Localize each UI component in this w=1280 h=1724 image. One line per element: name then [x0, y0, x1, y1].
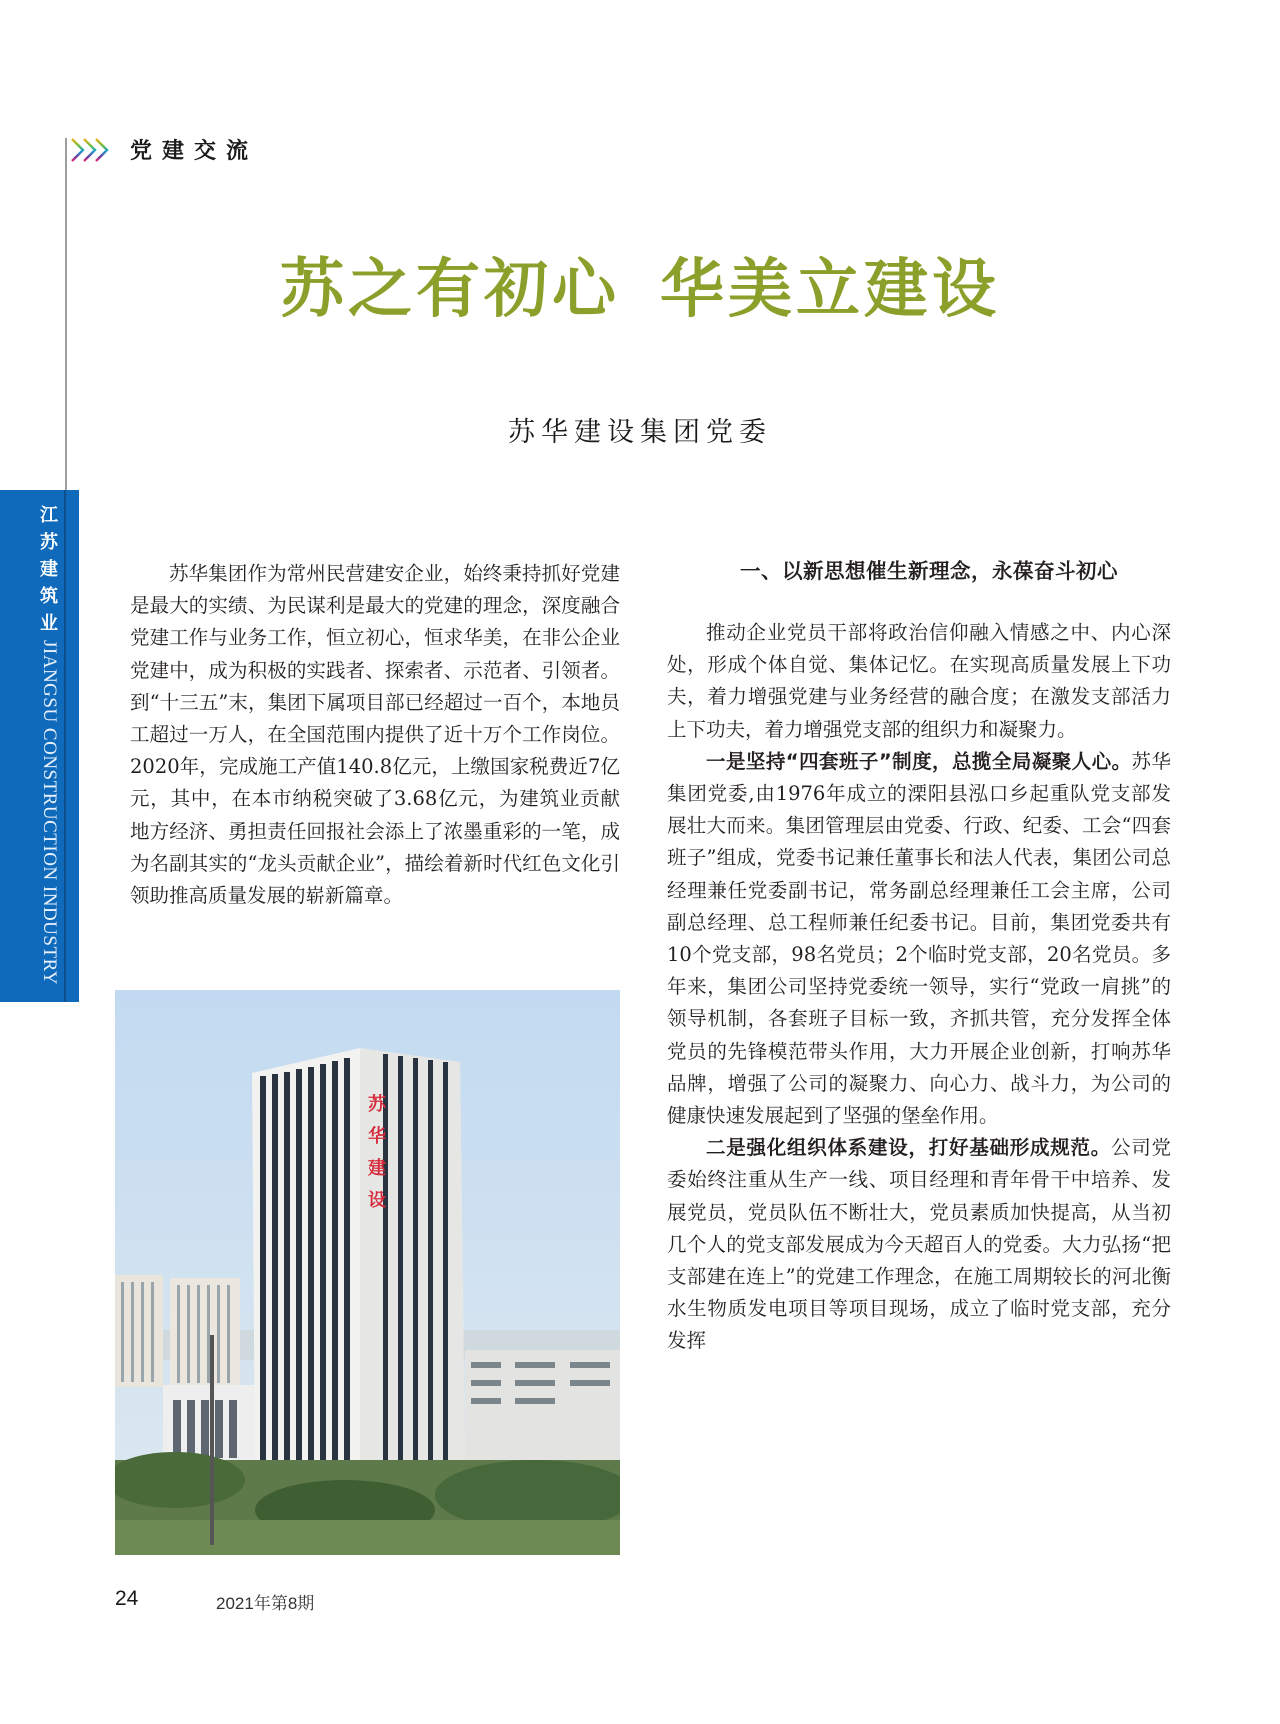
- building-sign-char: 苏: [368, 1094, 386, 1115]
- body-paragraph: [667, 746, 1171, 1132]
- right-column: [667, 555, 1171, 1358]
- sidebar-cn-char: 建: [40, 559, 58, 580]
- magazine-sidebar: [0, 490, 79, 1002]
- intro-paragraph: 苏华集团作为常州民营建安企业，始终秉持抓好党建是最大的实绩、为民谋利是最大的党建的理念，深度融合党建工作与业务工作，恒立初心，恒求华美，在非公企业党建中，成为积极的实践者、探索者、示范者、引领者。到“十三五”末，集团下属项目部已经超过一百个，本地员工超过一万人，在全国范围内提供了近十万个工作岗位。2020年，完成施工产值140.8亿元，上缴国家税费近7亿元，其中，在本市纳税突破了3.68亿元，为建筑业贡献地方经济、勇担责任回报社会添上了浓墨重彩的一笔，成为名副其实的“龙头贡献企业”，描绘着新时代红色文化引领助推高质量发展的崭新篇章。: [130, 562, 620, 908]
- building-sign-char: 华: [368, 1126, 386, 1147]
- page-number: 24: [115, 1587, 139, 1610]
- sidebar-cn-char: 筑: [40, 586, 58, 607]
- sidebar-cn-title: [36, 502, 62, 637]
- sidebar-divider: [64, 490, 66, 1002]
- sidebar-en-title: JIANGSU CONSTRUCTION INDUSTRY: [39, 640, 60, 985]
- body-paragraph: [667, 1132, 1171, 1357]
- paragraph-text: 苏华集团党委,由1976年成立的溧阳县泓口乡起重队党支部发展壮大而来。集团管理层由党委、行政、纪委、工会“四套班子”组成，党委书记兼任董事长和法人代表，集团公司总经理兼任党委副书记，常务副总经理兼任工会主席，公司副总经理、总工程师兼任纪委书记。目前，集团党委共有10个党支部，98名党员；2个临时党支部，20名党员。多年来，集团公司坚持党委统一领导，实行“党政一肩挑”的领导机制，各套班子目标一致，齐抓共管，充分发挥全体党员的先锋模范带头作用，大力开展企业创新，打响苏华品牌，增强了公司的凝聚力、向心力、战斗力，为公司的健康快速发展起到了坚强的堡垒作用。: [667, 749, 1171, 1128]
- building-illustration: [115, 990, 620, 1555]
- building-sign-char: 建: [368, 1158, 386, 1179]
- sidebar-cn-char: 苏: [40, 532, 58, 553]
- section-label: 党建交流: [130, 139, 259, 164]
- title-part-2: 华美立建设: [660, 253, 1000, 327]
- paragraph-lead: 一是坚持“四套班子”制度，总揽全局凝聚人心。: [706, 749, 1132, 773]
- issue-label: 2021年第8期: [216, 1594, 315, 1613]
- body-paragraph: [667, 617, 1171, 746]
- sidebar-cn-char: 江: [40, 505, 58, 526]
- paragraph-text: 公司党委始终注重从生产一线、项目经理和青年骨干中培养、发展党员，党员队伍不断壮大，党员素质加快提高，从当初几个人的党支部发展成为今天超百人的党委。大力弘扬“把支部建在连上”的党建工作理念，在施工周期较长的河北衡水生物质发电项目等项目现场，成立了临时党支部，充分发挥: [667, 1136, 1171, 1353]
- paragraph-text: 推动企业党员干部将政治信仰融入情感之中、内心深处，形成个体自觉、集体记忆。在实现高质量发展上下功夫，着力增强党建与业务经营的融合度；在激发支部活力上下功夫，着力增强党支部的组织力和凝聚力。: [667, 621, 1171, 741]
- article-title: [0, 238, 1280, 330]
- left-column: [130, 558, 620, 912]
- paragraph-lead: 二是强化组织体系建设，打好基础形成规范。: [706, 1136, 1111, 1160]
- section-heading: 一、以新思想催生新理念，永葆奋斗初心: [740, 559, 1118, 583]
- title-part-1: 苏之有初心: [280, 253, 620, 327]
- triple-chevron-icon: [70, 137, 116, 163]
- section-tag: [70, 134, 258, 165]
- building-sign-char: 设: [368, 1190, 386, 1211]
- sidebar-cn-char: 业: [40, 613, 58, 634]
- article-byline: 苏华建设集团党委: [508, 417, 772, 448]
- building-photo: [115, 990, 620, 1555]
